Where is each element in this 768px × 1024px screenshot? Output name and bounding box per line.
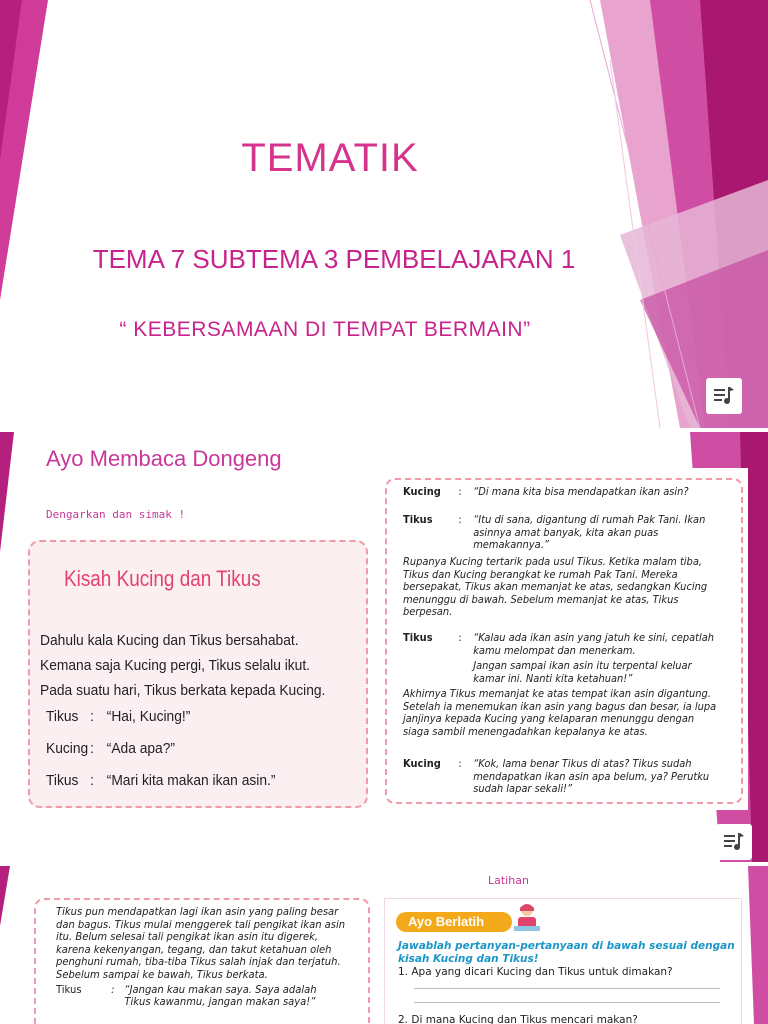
- speaker: Tikus: [403, 632, 433, 644]
- speech: “Mari kita makan ikan asin.”: [106, 772, 276, 789]
- speech: “Hai, Kucing!”: [106, 708, 191, 725]
- speaker: Tikus: [56, 983, 82, 996]
- section-heading: Ayo Membaca Dongeng: [46, 446, 282, 471]
- speech: “Itu di sana, digantung di rumah Pak Tani. Ikan asinnya amat banyak, kita akan puas memakannya.”: [473, 514, 706, 551]
- dialogue-line: [46, 772, 275, 789]
- reading-slide: [0, 432, 768, 862]
- speech: “Ada apa?”: [106, 740, 176, 757]
- narration: Rupanya Kucing tertarik pada usul Tikus. Ketika malam tiba, Tikus dan Kucing berangkat ke rumah Pak Tani. Mereka bersepakat, Tikus akan memanjat ke atas, sedangkan Kucing menunggu di bawah. Sebelum memanjat ke atas, Tikus berpesan.: [403, 556, 708, 618]
- separator: :: [458, 514, 462, 526]
- speech-part: “Kalau ada ikan asin yang jatuh ke sini, cepatlah kamu melompat dan menerkam.: [473, 632, 715, 657]
- dialogue-line: [403, 486, 723, 499]
- page-title: TEMATIK: [241, 136, 419, 180]
- story-line: Pada suatu hari, Tikus berkata kepada Kucing.: [40, 682, 326, 699]
- separator: :: [90, 740, 94, 757]
- separator: :: [90, 708, 94, 725]
- speaker: Kucing: [403, 758, 441, 770]
- playlist-music-icon[interactable]: [706, 378, 742, 414]
- speech: “Di mana kita bisa mendapatkan ikan asin?: [473, 486, 689, 498]
- separator: :: [458, 486, 462, 498]
- speaker: Tikus: [46, 708, 79, 725]
- speech: “Jangan kau makan saya. Saya adalah Tikus kawanmu, jangan makan saya!”: [124, 983, 317, 1009]
- speaker: Tikus: [403, 514, 433, 526]
- answer-line[interactable]: [414, 988, 720, 989]
- subtitle: TEMA 7 SUBTEMA 3 PEMBELAJARAN 1: [92, 244, 576, 274]
- narration: Tikus pun mendapatkan lagi ikan asin yang paling besar dan bagus. Tikus mulai menggerek tali pengikat ikan asin itu. Belum selesai tali pengikat ikan asin itu digerek, karena kekenyangan, tegang, dan takut ketahuan oleh penghuni rumah, tiba-tiba Tikus salah injak dan terjatuh. Sebelum sampai ke bawah, Tikus berkata.: [56, 906, 346, 981]
- separator: :: [90, 772, 94, 789]
- exercise-slide: [0, 866, 768, 1024]
- exercise-label: Latihan: [488, 874, 529, 887]
- separator: :: [111, 983, 115, 996]
- dialogue-line: [403, 514, 723, 552]
- playlist-music-icon[interactable]: [716, 824, 752, 860]
- slide-decoration: [0, 0, 768, 428]
- question-1: 1. Apa yang dicari Kucing dan Tikus untuk dimakan?: [398, 966, 673, 978]
- exercise-badge: Ayo Berlatih: [396, 912, 512, 932]
- story-line: Kemana saja Kucing pergi, Tikus selalu ikut.: [40, 657, 311, 674]
- separator: :: [458, 758, 462, 770]
- speaker: Kucing: [46, 740, 89, 757]
- dialogue-line: [46, 740, 175, 757]
- separator: :: [458, 632, 462, 644]
- theme-title: “ KEBERSAMAAN DI TEMPAT BERMAIN”: [119, 318, 531, 341]
- story-paragraph: [40, 628, 344, 703]
- dialogue-line: [403, 758, 723, 796]
- question-2: 2. Di mana Kucing dan Tikus mencari makan?: [398, 1014, 638, 1024]
- instruction-text: Dengarkan dan simak !: [46, 508, 186, 521]
- speech: “Kok, lama benar Tikus di atas? Tikus sudah mendapatkan ikan asin apa belum, ya? Perutku sudah lapar sekali!”: [473, 758, 710, 795]
- story-title: Kisah Kucing dan Tikus: [64, 566, 261, 591]
- speaker: Kucing: [403, 486, 441, 498]
- playlist-music-icon: [723, 832, 745, 852]
- exercise-instruction: Jawablah pertanyan-pertanyaan di bawah sesuai dengan kisah Kucing dan Tikus!: [398, 940, 735, 965]
- playlist-music-icon: [713, 386, 735, 406]
- speaker: Tikus: [46, 772, 79, 789]
- story-line: Dahulu kala Kucing dan Tikus bersahabat.: [40, 632, 299, 649]
- answer-line[interactable]: [414, 1002, 720, 1003]
- dialogue-line: [46, 708, 190, 725]
- speech: [473, 632, 722, 685]
- narration: Akhirnya Tikus memanjat ke atas tempat ikan asin digantung. Setelah ia menemukan ikan asin yang bagus dan besar, ia lupa janjinya kepada Kucing yang kelaparan menunggu dengan siaga sambil menengadahkan kepalanya ke atas.: [403, 688, 717, 738]
- speech-part: Jangan sampai ikan asin itu terpental keluar kamar ini. Nanti kita ketahuan!”: [473, 660, 692, 685]
- story-end-text: [56, 906, 351, 1009]
- student-writing-icon: [514, 902, 540, 932]
- dialogue-line: [56, 984, 351, 1009]
- title-slide: [0, 0, 768, 428]
- story-continuation-panel: [377, 468, 748, 810]
- dialogue-line: [403, 632, 723, 685]
